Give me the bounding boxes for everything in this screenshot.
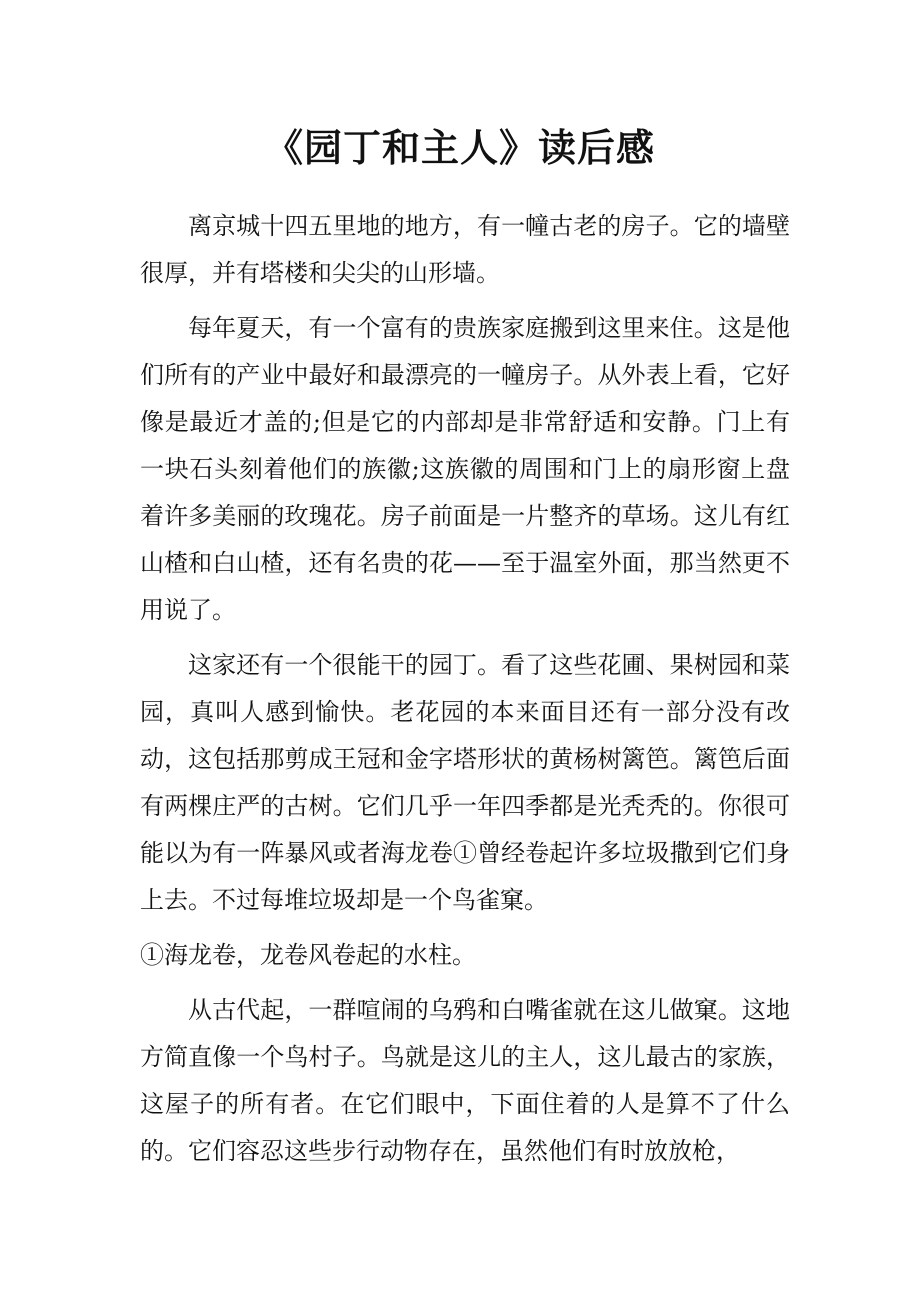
article-body — [140, 203, 790, 1183]
paragraph-3: 这家还有一个很能干的园丁。看了这些花圃、果树园和菜园，真叫人感到愉快。老花园的本来面目还有一部分没有改动，这包括那剪成王冠和金字塔形状的黄杨树篱笆。篱笆后面有两棵庄严的古树。它们几乎一年四季都是光秃秃的。你很可能以为有一阵暴风或者海龙卷①曾经卷起许多垃圾撒到它们身上去。不过每堆垃圾却是一个鸟雀窠。 — [140, 651, 790, 914]
footnote: ①海龙卷，龙卷风卷起的水柱。 — [140, 941, 476, 969]
page-title: 《园丁和主人》读后感 — [264, 125, 655, 170]
paragraph-4: 从古代起，一群喧闹的乌鸦和白嘴雀就在这儿做窠。这地方简直像一个鸟村子。鸟就是这儿的主人，这儿最古的家族，这屋子的所有者。在它们眼中，下面住着的人是算不了什么的。它们容忍这些步行动物存在，虽然他们有时放放枪， — [140, 996, 790, 1165]
paragraph-1: 离京城十四五里地的地方，有一幢古老的房子。它的墙壁很厚，并有塔楼和尖尖的山形墙。 — [140, 212, 790, 287]
paragraph-2: 每年夏天，有一个富有的贵族家庭搬到这里来住。这是他们所有的产业中最好和最漂亮的一幢房子。从外表上看，它好像是最近才盖的;但是它的内部却是非常舒适和安静。门上有一块石头刻着他们的族徽;这族徽的周围和门上的扇形窗上盘着许多美丽的玫瑰花。房子前面是一片整齐的草场。这儿有红山楂和白山楂，还有名贵的花——至于温室外面，那当然更不用说了。 — [140, 314, 790, 624]
